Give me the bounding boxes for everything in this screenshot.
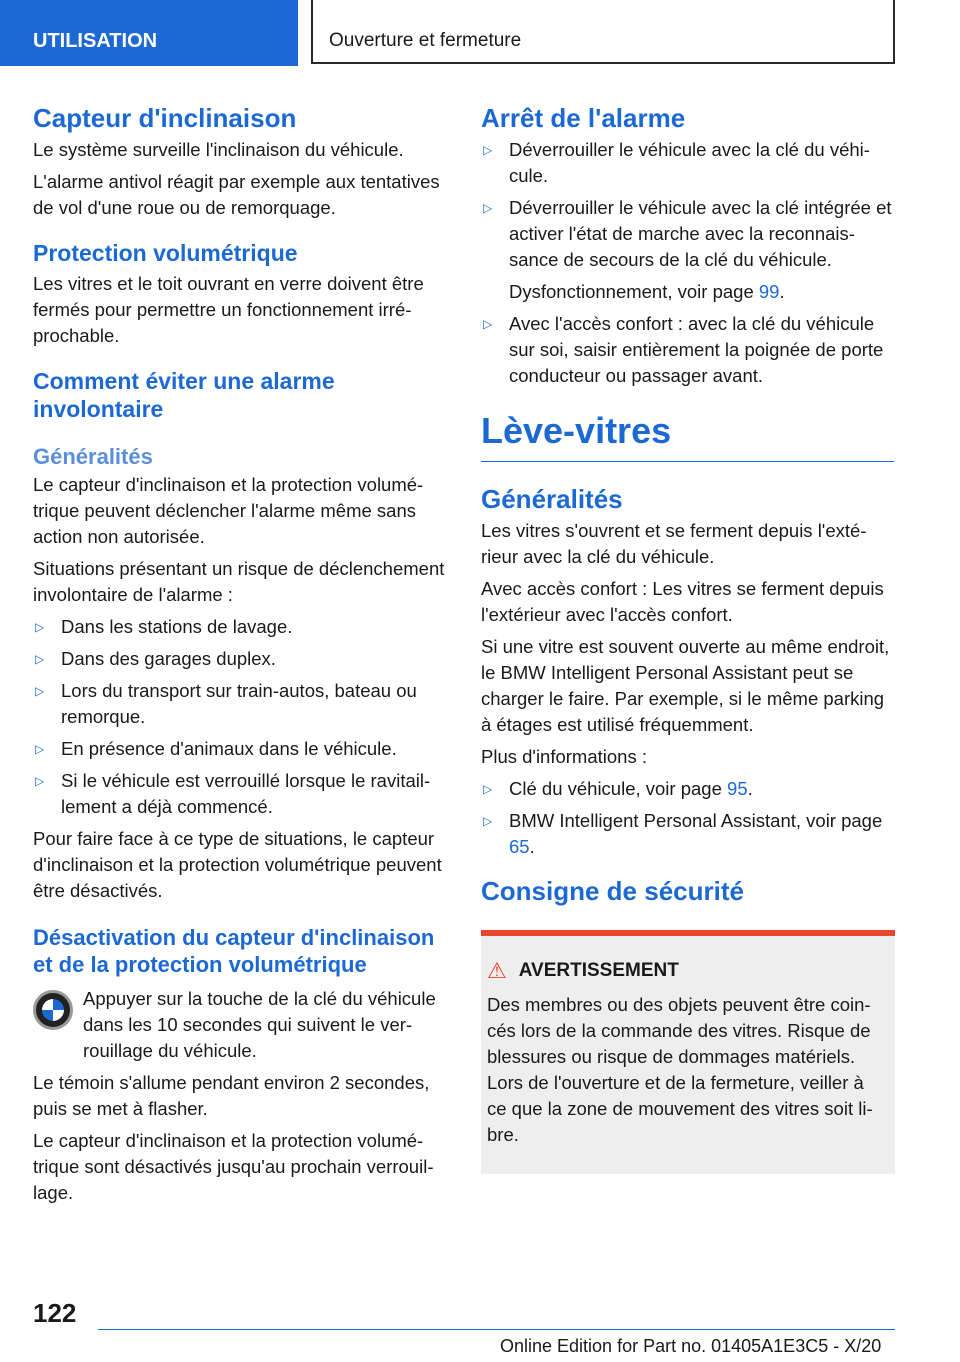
- triangle-bullet-icon: ▷: [35, 774, 45, 788]
- warning-text: Des membres ou des objets peuvent être coincés lors de la commande des vitres. Risque de blessures ou risque de dommages matériels. Lors de l'ouverture et de la fermeture, veiller à ce que la zone de mouvement des vitres soit libre.: [487, 994, 873, 1145]
- triangle-bullet-icon: ▷: [35, 742, 45, 756]
- right-column: [481, 100, 894, 1174]
- heading-general: Généralités: [481, 484, 623, 514]
- page-number: 122: [33, 1298, 77, 1328]
- heading-stop-alarm: Arrêt de l'alarme: [481, 103, 686, 133]
- paragraph: Le capteur d'inclinaison et la protection volumétrique sont désactivés jusqu'au prochain verrouillage.: [33, 1130, 434, 1203]
- chapter-title: Ouverture et fermeture: [311, 0, 895, 64]
- list-item: ▷ En présence d'animaux dans le véhicule.: [33, 736, 446, 762]
- triangle-bullet-icon: ▷: [35, 652, 45, 666]
- footer-divider: [98, 1329, 895, 1330]
- stop-alarm-list-2: [481, 311, 894, 389]
- list-item: ▷ Avec l'accès confort : avec la clé du véhicule sur soi, saisir entièrement la poignée de porte conducteur ou passager avant.: [483, 313, 884, 386]
- paragraph: Si une vitre est souvent ouverte au même endroit, le BMW Intelligent Personal Assistant peut se charger le faire. Par exemple, si le même parking à étages est utilisé fréquemment.: [481, 636, 890, 735]
- heading-windows: Lève-vitres: [481, 409, 894, 462]
- heading-avoid-alarm: Comment éviter une alarme involontaire: [33, 368, 335, 422]
- heading-volume-protection: Protection volumétrique: [33, 240, 298, 266]
- paragraph: Plus d'informations :: [481, 746, 647, 767]
- vehicle-key-icon: [33, 990, 73, 1030]
- paragraph: Le système surveille l'inclinaison du véhicule.: [33, 139, 404, 160]
- list-item: ▷ Déverrouiller le véhicule avec la clé intégrée et activer l'état de marche avec la reconnaissance de secours de la clé du véhicule.: [483, 197, 892, 270]
- paragraph: Le capteur d'inclinaison et la protection volumétrique peuvent déclencher l'alarme même sans action non autorisée.: [33, 474, 424, 547]
- list-item: ▷ Dans les stations de lavage.: [33, 614, 446, 640]
- paragraph: Pour faire face à ce type de situations, le capteur d'inclinaison et la protection volumétrique peuvent être désactivés.: [33, 828, 442, 901]
- situation-list: [33, 614, 446, 820]
- paragraph: Avec accès confort : Les vitres se ferment depuis l'extérieur avec l'accès confort.: [481, 578, 884, 625]
- paragraph: Les vitres et le toit ouvrant en verre doivent être fermés pour permettre un fonctionnement irréprochable.: [33, 273, 424, 346]
- list-item: ▷ BMW Intelligent Personal Assistant, voir page 65.: [483, 810, 883, 857]
- triangle-bullet-icon: ▷: [483, 201, 493, 215]
- list-item: ▷ Déverrouiller le véhicule avec la clé du véhicule.: [483, 139, 870, 186]
- list-item: ▷ Si le véhicule est verrouillé lorsque le ravitaillement a déjà commencé.: [35, 770, 431, 817]
- triangle-bullet-icon: ▷: [35, 684, 45, 698]
- warning-triangle-icon: ⚠: [487, 958, 507, 983]
- warning-box: [481, 930, 895, 1174]
- edition-note: Online Edition for Part no. 01405A1E3C5 - X/20: [500, 1336, 882, 1356]
- list-item: ▷ Lors du transport sur train-autos, bateau ou remorque.: [35, 680, 417, 727]
- triangle-bullet-icon: ▷: [483, 143, 493, 157]
- paragraph: L'alarme antivol réagit par exemple aux tentatives de vol d'une roue ou de remorquage.: [33, 171, 440, 218]
- left-column: [33, 100, 446, 1212]
- heading-tilt-sensor: Capteur d'inclinaison: [33, 103, 297, 133]
- page-header: [0, 0, 960, 66]
- key-instruction: [33, 986, 446, 1064]
- heading-deactivation: Désactivation du capteur d'inclinaison et de la protection volumétrique: [33, 925, 435, 977]
- warning-title: ⚠ AVERTISSEMENT: [487, 958, 679, 983]
- paragraph: Situations présentant un risque de déclenchement involontaire de l'alarme :: [33, 558, 445, 605]
- stop-alarm-list: [481, 137, 894, 273]
- heading-general: Généralités: [33, 444, 153, 469]
- section-tab: UTILISATION: [0, 0, 298, 66]
- triangle-bullet-icon: ▷: [483, 814, 493, 828]
- info-list: [481, 776, 894, 860]
- malfunction-note: Dysfonctionnement, voir page 99.: [509, 281, 785, 302]
- heading-safety: Consigne de sécurité: [481, 876, 744, 906]
- page-link-99[interactable]: 99: [758, 281, 780, 302]
- paragraph: Les vitres s'ouvrent et se ferment depuis l'extérieur avec la clé du véhicule.: [481, 520, 867, 567]
- page-link-65[interactable]: 65: [509, 836, 530, 857]
- triangle-bullet-icon: ▷: [483, 782, 493, 796]
- triangle-bullet-icon: ▷: [483, 317, 493, 331]
- list-item: ▷ Clé du véhicule, voir page 95.: [481, 776, 894, 802]
- triangle-bullet-icon: ▷: [35, 620, 45, 634]
- paragraph: Le témoin s'allume pendant environ 2 secondes, puis se met à flasher.: [33, 1072, 430, 1119]
- list-item: ▷ Dans des garages duplex.: [33, 646, 446, 672]
- paragraph: Appuyer sur la touche de la clé du véhicule dans les 10 secondes qui suivent le verrouillage du véhicule.: [83, 988, 436, 1061]
- page-link-95[interactable]: 95: [727, 778, 748, 799]
